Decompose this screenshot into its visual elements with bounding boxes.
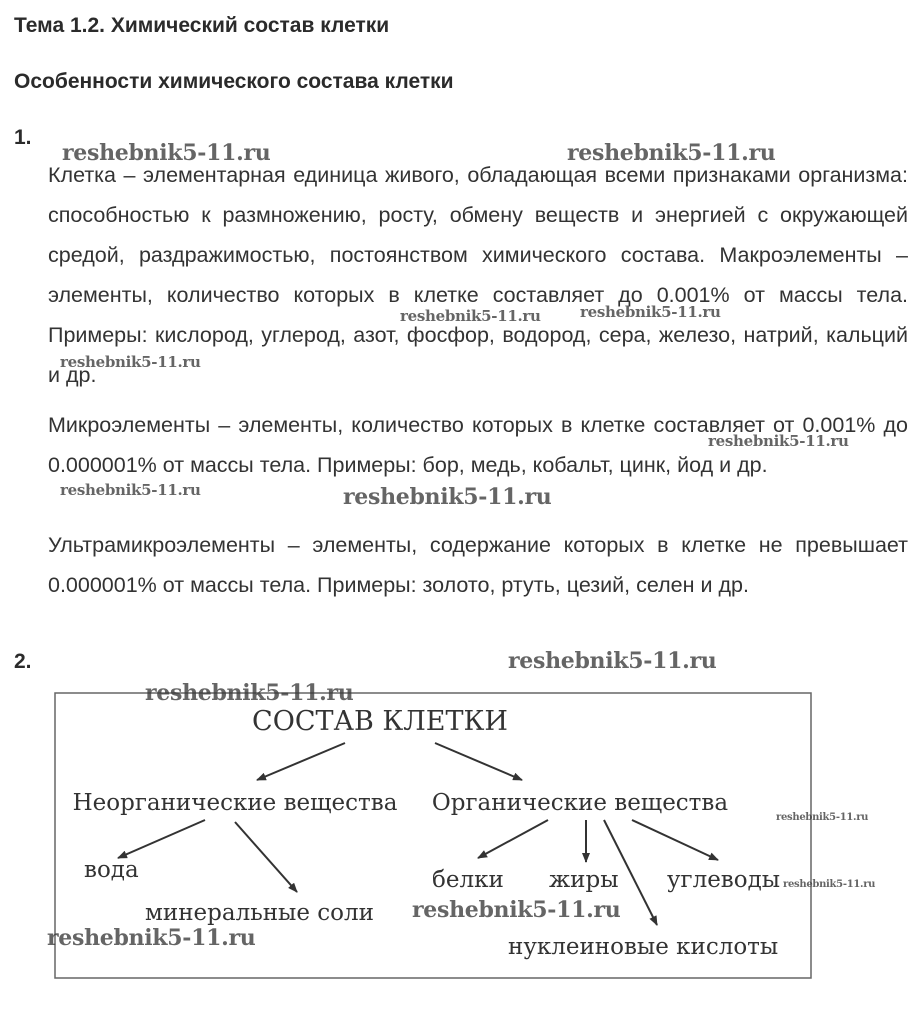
watermark: reshebnik5-11.ru — [400, 307, 541, 325]
diagram-root-label: СОСТАВ КЛЕТКИ — [252, 706, 508, 737]
watermark: reshebnik5-11.ru — [145, 680, 354, 706]
task-1-paragraph-2: Микроэлементы – элементы, количество которых в клетке составляет от 0.001% до 0.000001% от массы тела. Примеры: бор, медь, кобальт, цинк, йод и др. — [48, 413, 908, 477]
watermark: reshebnik5-11.ru — [47, 925, 256, 951]
nucleic-acids-label: нуклеиновые кислоты — [508, 934, 779, 960]
arrow-to-proteins — [478, 820, 548, 858]
arrow-to-carbohydrates — [632, 820, 718, 860]
watermark: reshebnik5-11.ru — [567, 140, 776, 166]
salts-label: минеральные соли — [145, 900, 374, 926]
watermark: reshebnik5-11.ru — [783, 879, 876, 890]
watermark: reshebnik5-11.ru — [776, 812, 869, 823]
watermark: reshebnik5-11.ru — [60, 353, 201, 371]
task-1-number: 1. — [14, 126, 32, 149]
water-label: вода — [84, 857, 139, 883]
section-title: Особенности химического состава клетки — [14, 70, 454, 93]
watermark: reshebnik5-11.ru — [508, 648, 717, 674]
task-1-paragraph-1: Клетка – элементарная единица живого, обладающая всеми признаками организма: способностью к размножению, росту, обмену веществ и энергией с окружающей средой, раздражимостью, постоянством химического состава. Макроэлементы – элементы, количество которых в клетке составляет до 0.001% от массы тела. Примеры: кислород, углерод, азот, фосфор, водород, сера, железо, натрий, кальций и др. — [48, 163, 908, 387]
inorganic-label: Неорганические вещества — [72, 790, 398, 816]
task-2-number: 2. — [14, 650, 32, 673]
arrow-to-salts — [235, 822, 297, 892]
watermark: reshebnik5-11.ru — [60, 481, 201, 499]
arrow-root-to-inorganic — [257, 743, 345, 780]
arrow-root-to-organic — [435, 743, 522, 780]
topic-title: Тема 1.2. Химический состав клетки — [14, 14, 390, 37]
proteins-label: белки — [432, 867, 504, 893]
watermark: reshebnik5-11.ru — [412, 897, 621, 923]
task-1-paragraph-3: Ультрамикроэлементы – элементы, содержание которых в клетке не превышает 0.000001% от массы тела. Примеры: золото, ртуть, цезий, селен и др. — [48, 533, 908, 597]
watermark: reshebnik5-11.ru — [708, 432, 849, 450]
watermark: reshebnik5-11.ru — [580, 303, 721, 321]
watermark: reshebnik5-11.ru — [62, 140, 271, 166]
carbohydrates-label: углеводы — [667, 867, 781, 893]
fats-label: жиры — [549, 867, 619, 893]
arrow-to-water — [118, 820, 205, 858]
watermark: reshebnik5-11.ru — [343, 484, 552, 510]
organic-label: Органические вещества — [431, 790, 729, 816]
